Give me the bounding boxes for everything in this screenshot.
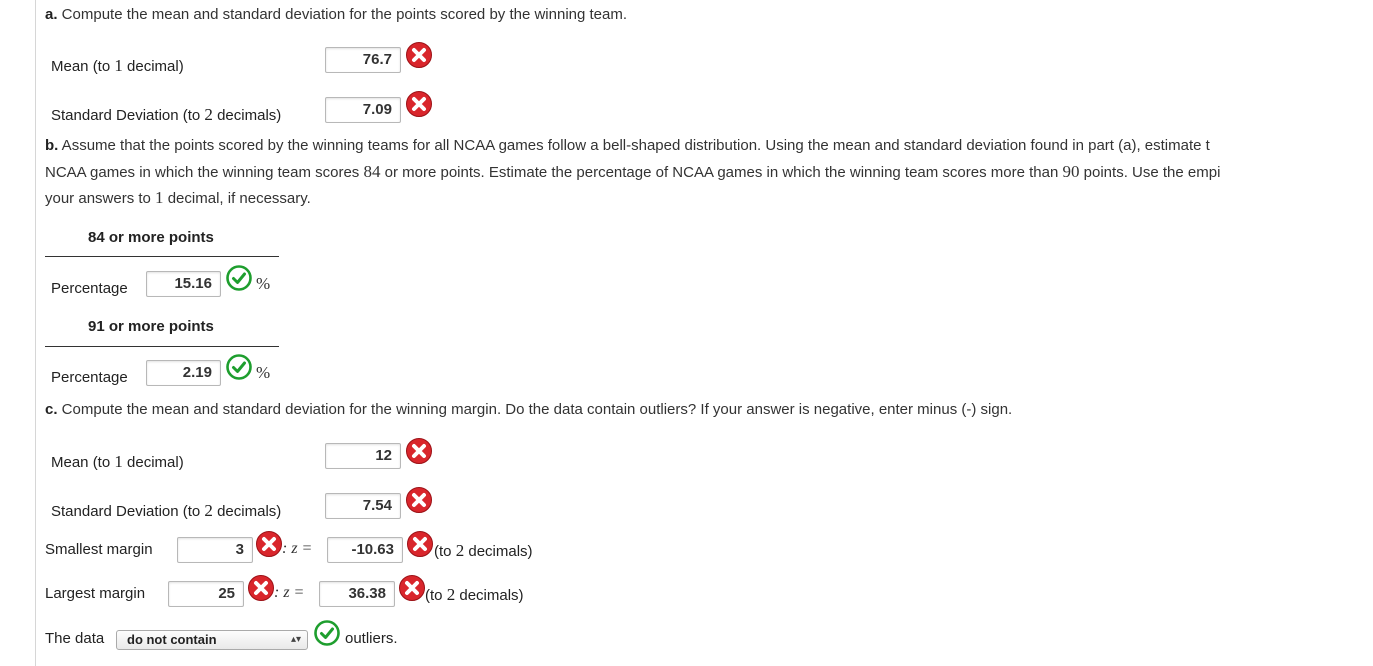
part-a-sd-label: Standard Deviation (to 2 decimals) — [51, 105, 282, 124]
smallest-margin-label: Smallest margin — [45, 541, 153, 558]
part-c-sd-input[interactable]: 7.54 — [325, 493, 401, 519]
largest-margin-input[interactable]: 25 — [168, 581, 244, 607]
part-b-header-91: 91 or more points — [88, 318, 214, 335]
z-equals-label: : z = — [282, 540, 313, 557]
part-b-pct1-input[interactable]: 15.16 — [146, 271, 221, 297]
part-a-mean-label: Mean (to 1 decimal) — [51, 56, 184, 75]
x-circle-icon — [405, 90, 433, 118]
part-b-question-line2: NCAA games in which the winning team scores 84 or more points. Estimate the percentage of NCAA games in which the winning team scores more than 90 points. Use the empi — [45, 162, 1221, 181]
outliers-label: outliers. — [345, 630, 398, 647]
part-b-question-line3: your answers to 1 decimal, if necessary. — [45, 188, 311, 207]
x-circle-icon — [405, 486, 433, 514]
part-a-question — [45, 2, 627, 28]
data-label: The data — [45, 630, 105, 647]
part-b-prefix: b. — [45, 137, 59, 154]
part-a-text: Compute the mean and standard deviation for the points scored by the winning team. — [57, 6, 628, 23]
outliers-select-value: do not contain — [127, 632, 217, 647]
part-b-pct2-label: Percentage — [51, 369, 128, 386]
part-b-header-84: 84 or more points — [88, 229, 214, 246]
check-circle-icon — [225, 353, 253, 381]
x-circle-icon — [405, 437, 433, 465]
largest-margin-label: Largest margin — [45, 585, 146, 602]
x-circle-icon — [255, 530, 283, 558]
part-b-pct2-input[interactable]: 2.19 — [146, 360, 221, 386]
part-b-pct1-label: Percentage — [51, 280, 128, 297]
part-c-sd-label: Standard Deviation (to 2 decimals) — [51, 501, 282, 520]
x-circle-icon — [398, 574, 426, 602]
largest-z-input[interactable]: 36.38 — [319, 581, 395, 607]
outliers-select[interactable] — [116, 630, 308, 650]
percent-unit: % — [256, 274, 271, 293]
part-a-prefix: a. — [45, 6, 58, 23]
smallest-margin-input[interactable]: 3 — [177, 537, 253, 563]
smallest-z-decimals-note: (to 2 decimals) — [434, 541, 533, 560]
percent-unit: % — [256, 363, 271, 382]
x-circle-icon — [406, 530, 434, 558]
part-a-mean-input[interactable]: 76.7 — [325, 47, 401, 73]
part-c-question: c. Compute the mean and standard deviation for the winning margin. Do the data contain outliers? If your answer is negative, enter minus (-) sign. — [45, 401, 1013, 418]
smallest-z-input[interactable]: -10.63 — [327, 537, 403, 563]
divider — [45, 346, 279, 347]
part-b-question-line1: b. Assume that the points scored by the winning teams for all NCAA games follow a bell-shaped distribution. Using the mean and standard deviation found in part (a), estimate t — [45, 137, 1210, 154]
divider — [45, 256, 279, 257]
largest-z-decimals-note: (to 2 decimals) — [425, 585, 524, 604]
z-equals-label: : z = — [274, 584, 305, 601]
left-border — [35, 0, 36, 666]
select-arrows-icon: ▴▾ — [290, 634, 301, 645]
x-circle-icon — [405, 41, 433, 69]
part-c-mean-input[interactable]: 12 — [325, 443, 401, 469]
x-circle-icon — [247, 574, 275, 602]
check-circle-icon — [313, 619, 341, 647]
part-a-sd-input[interactable]: 7.09 — [325, 97, 401, 123]
part-c-mean-label: Mean (to 1 decimal) — [51, 452, 184, 471]
check-circle-icon — [225, 264, 253, 292]
part-c-prefix: c. — [45, 401, 58, 418]
